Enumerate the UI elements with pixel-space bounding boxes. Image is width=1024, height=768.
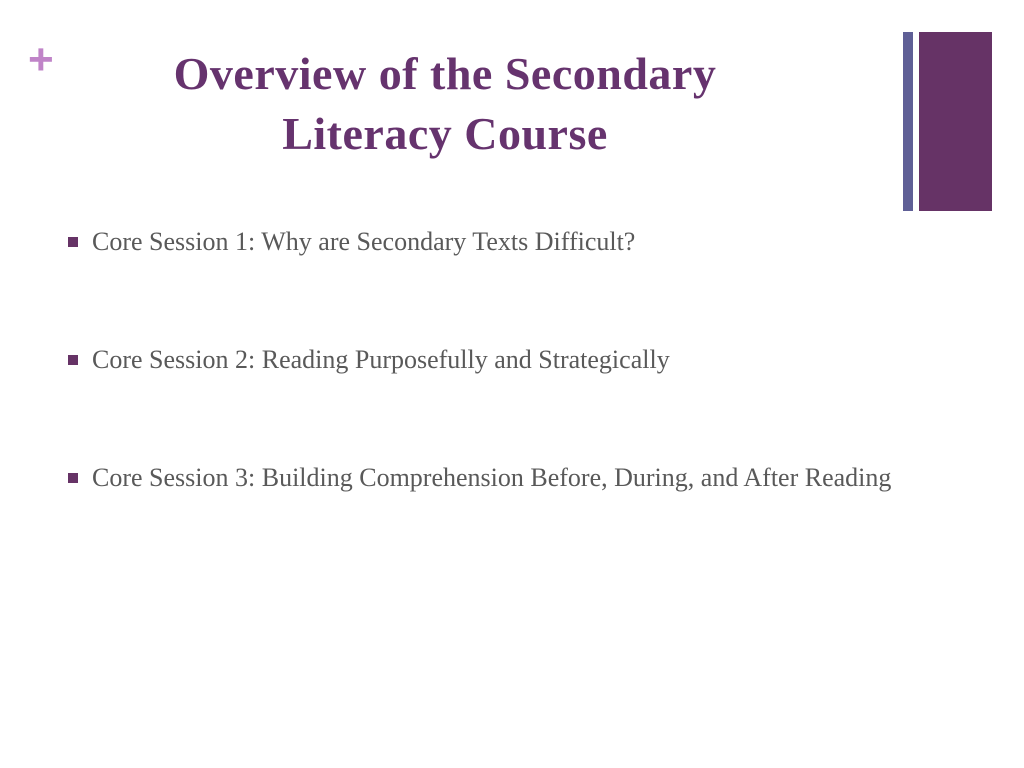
bullet-item-session-1	[66, 226, 896, 257]
bullet-item-session-2	[66, 344, 896, 375]
plus-icon: +	[28, 35, 54, 84]
decorative-bar-wide	[919, 32, 992, 211]
bullet-text: Core Session 1: Why are Secondary Texts Difficult?	[92, 227, 636, 256]
bullet-item-session-3	[66, 462, 896, 493]
slide-title: Overview of the Secondary Literacy Course	[173, 48, 717, 159]
bullet-text: Core Session 2: Reading Purposefully and Strategically	[92, 345, 670, 374]
square-bullet-icon	[68, 473, 78, 483]
square-bullet-icon	[68, 237, 78, 247]
bullet-list	[66, 226, 896, 493]
decorative-bar-thin	[903, 32, 913, 211]
square-bullet-icon	[68, 355, 78, 365]
bullet-text: Core Session 3: Building Comprehension Before, During, and After Reading	[92, 463, 892, 492]
